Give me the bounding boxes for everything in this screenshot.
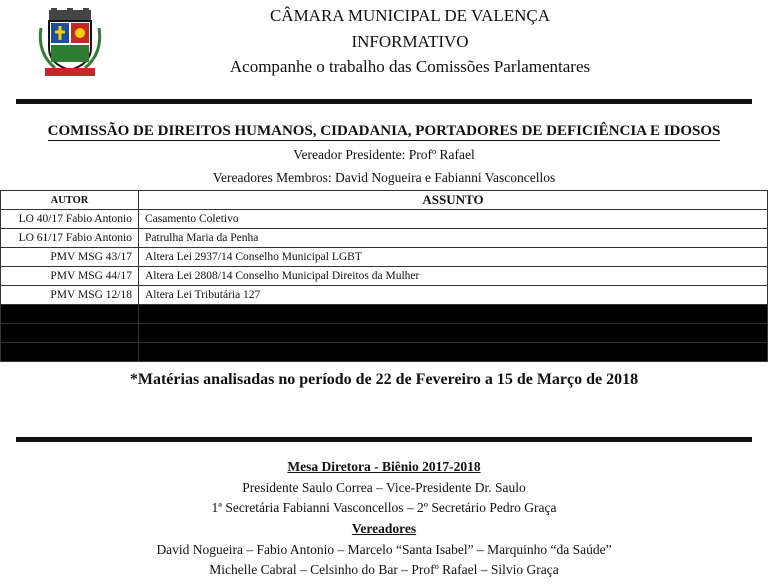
period-note: *Matérias analisadas no período de 22 de Fevereiro a 15 de Março de 2018 <box>129 371 639 388</box>
redacted-row <box>1 343 768 362</box>
redacted-row <box>1 305 768 324</box>
header-tagline: Acompanhe o trabalho das Comissões Parlamentares <box>229 57 591 76</box>
author-cell: PMV MSG 43/17 <box>1 248 139 267</box>
mesa-diretora-line-1: Presidente Saulo Correa – Vice-Presidente Dr. Saulo <box>242 480 526 495</box>
redacted-row <box>1 324 768 343</box>
redacted-cell <box>1 324 139 343</box>
table-row <box>1 210 768 229</box>
subject-cell: Casamento Coletivo <box>139 210 768 229</box>
subject-cell: Altera Lei 2808/14 Conselho Municipal Direitos da Mulher <box>139 267 768 286</box>
vereadores-line-2: Michelle Cabral – Celsinho do Bar – Profº Rafael – Silvio Graça <box>209 562 559 577</box>
table-row <box>1 229 768 248</box>
redacted-cell <box>139 324 768 343</box>
subject-cell: Patrulha Maria da Penha <box>139 229 768 248</box>
author-cell: LO 40/17 Fabio Antonio <box>1 210 139 229</box>
mesa-diretora-line-2: 1ª Secretária Fabianni Vasconcellos – 2º Secretário Pedro Graça <box>211 500 557 515</box>
vereadores-title: Vereadores <box>351 521 417 536</box>
header-divider <box>16 99 752 104</box>
table-header-row <box>1 191 768 210</box>
column-header-author: AUTOR <box>1 191 139 210</box>
table-row <box>1 248 768 267</box>
redacted-cell <box>1 305 139 324</box>
commission-president: Vereador Presidente: Profº Rafael <box>293 147 475 162</box>
redacted-cell <box>1 343 139 362</box>
subject-cell: Altera Lei Tributária 127 <box>139 286 768 305</box>
commission-title: COMISSÃO DE DIREITOS HUMANOS, CIDADANIA, PORTADORES DE DEFICIÊNCIA E IDOSOS <box>47 123 721 139</box>
redacted-cell <box>139 305 768 324</box>
commission-members: Vereadores Membros: David Nogueira e Fabianni Vasconcellos <box>212 170 556 185</box>
author-cell: PMV MSG 44/17 <box>1 267 139 286</box>
author-cell: PMV MSG 12/18 <box>1 286 139 305</box>
table-row <box>1 267 768 286</box>
table-row <box>1 286 768 305</box>
mesa-diretora-title: Mesa Diretora - Biênio 2017-2018 <box>287 459 481 474</box>
footer-divider <box>16 437 752 442</box>
vereadores-line-1: David Nogueira – Fabio Antonio – Marcelo “Santa Isabel” – Marquinho “da Saúde” <box>156 542 612 557</box>
header-subtitle: INFORMATIVO <box>351 32 469 51</box>
header-title: CÂMARA MUNICIPAL DE VALENÇA <box>269 6 551 25</box>
municipal-crest-icon <box>35 8 105 78</box>
redacted-cell <box>139 343 768 362</box>
subject-cell: Altera Lei 2937/14 Conselho Municipal LGBT <box>139 248 768 267</box>
matters-table <box>0 190 768 362</box>
author-cell: LO 61/17 Fabio Antonio <box>1 229 139 248</box>
column-header-subject: ASSUNTO <box>139 191 768 210</box>
